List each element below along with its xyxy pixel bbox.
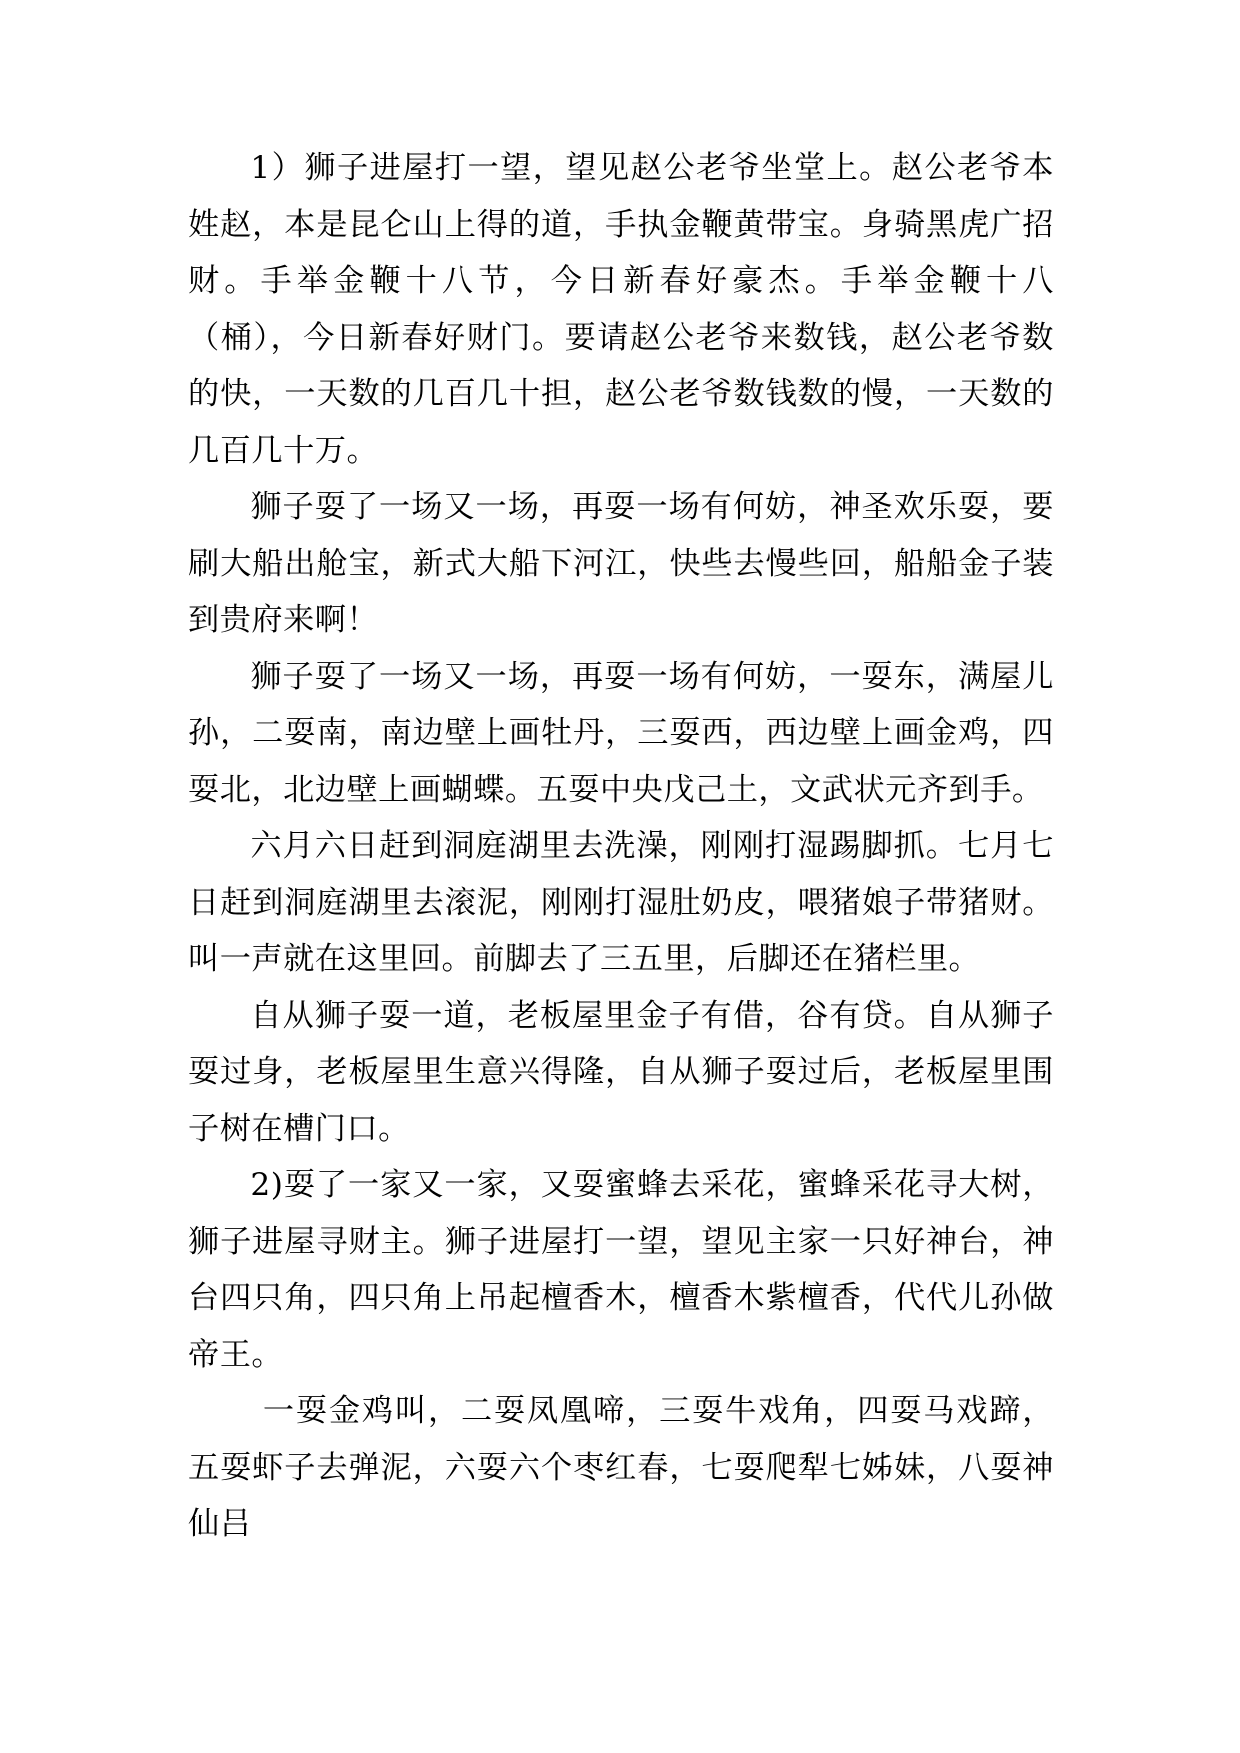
paragraph-bee-picking-flowers: 2)耍了一家又一家，又耍蜜蜂去采花，蜜蜂采花寻大树，狮子进屋寻财主。狮子进屋打一望，望见主家一只好神台，神台四只角，四只角上吊起檀香木，檀香木紫檀香，代代儿孙做帝王。 [188,1167,1054,1373]
paragraph-four-directions: 狮子耍了一场又一场，再耍一场有何妨，一耍东，满屋儿孙，二耍南，南边壁上画牡丹，三耍西，西边壁上画金鸡，四耍北，北边壁上画蝴蝶。五耍中央戊己土，文武状元齐到手。 [188,658,1054,808]
paragraph-boss-house: 自从狮子耍一道，老板屋里金子有借，谷有贷。自从狮子耍过身，老板屋里生意兴得隆，自从狮子耍过后，老板屋里围子树在槽门口。 [188,997,1054,1147]
paragraph-dongting-lake: 六月六日赶到洞庭湖里去洗澡，刚刚打湿踢脚抓。七月七日赶到洞庭湖里去滚泥，刚刚打湿肚奶皮，喂猪娘子带猪财。叫一声就在这里回。前脚去了三五里，后脚还在猪栏里。 [188,828,1054,977]
document-page [188,140,1054,1553]
paragraph-golden-rooster: 一耍金鸡叫，二耍凤凰啼，三耍牛戏角，四耍马戏蹄，五耍虾子去弹泥，六耍六个枣红春，七耍爬犁七姊妹，八耍神仙吕 [188,1393,1054,1542]
paragraph-zhao-gong: 1）狮子进屋打一望，望见赵公老爷坐堂上。赵公老爷本姓赵，本是昆仑山上得的道，手执金鞭黄带宝。身骑黑虎广招财。手举金鞭十八节，今日新春好豪杰。手举金鞭十八（桶），今日新春好财门。要请赵公老爷来数钱，赵公老爷数的快，一天数的几百几十担，赵公老爷数钱数的慢，一天数的几百几十万。 [188,150,1054,469]
paragraph-big-ship: 狮子耍了一场又一场，再耍一场有何妨，神圣欢乐耍，要刷大船出舱宝，新式大船下河江，快些去慢些回，船船金子装到贵府来啊！ [188,489,1054,638]
